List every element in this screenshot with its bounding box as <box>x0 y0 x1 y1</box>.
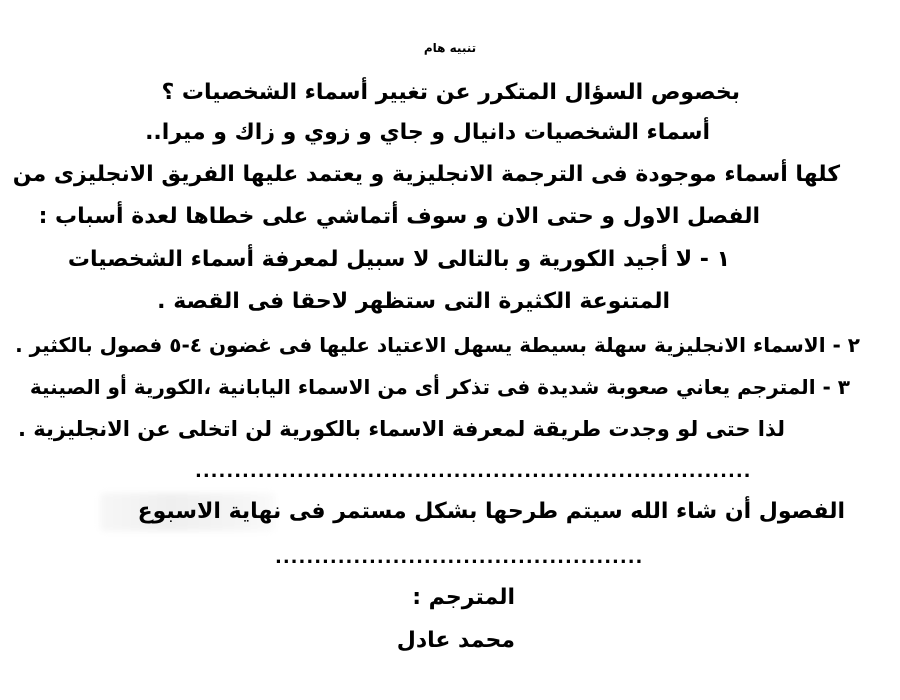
notice-line-6: المتنوعة الكثيرة التى ستظهر لاحقا فى القصة . <box>157 289 670 314</box>
notice-line-1: بخصوص السؤال المتكرر عن تغيير أسماء الشخصيات ؟ <box>161 80 740 105</box>
notice-line-2: أسماء الشخصيات دانيال و جاي و زوي و زاك و ميرا.. <box>145 120 710 145</box>
separator-dots-top: ....................................................................... <box>195 461 752 482</box>
notice-line-8: ٣ - المترجم يعاني صعوبة شديدة فى تذكر أى من الاسماء اليابانية ،الكورية أو الصينية <box>29 375 850 399</box>
translator-label: المترجم : <box>412 585 515 610</box>
translator-name: محمد عادل <box>396 628 515 653</box>
schedule-note: الفصول أن شاء الله سيتم طرحها بشكل مستمر فى نهاية الاسبوع <box>137 499 845 524</box>
notice-line-4: الفصل الاول و حتى الان و سوف أتماشي على خطاها لعدة أسباب : <box>38 204 760 229</box>
notice-line-3: كلها أسماء موجودة فى الترجمة الانجليزية و يعتمد عليها الفريق الانجليزى من <box>12 162 840 187</box>
notice-line-5: ١ - لا أجيد الكورية و بالتالى لا سبيل لمعرفة أسماء الشخصيات <box>67 247 730 272</box>
notice-line-9: لذا حتى لو وجدت طريقة لمعرفة الاسماء بالكورية لن اتخلى عن الانجليزية . <box>18 417 785 441</box>
separator-dots-bottom: ............................................... <box>275 547 644 568</box>
notice-title: تنبيه هام <box>423 41 477 55</box>
notice-line-7: ٢ - الاسماء الانجليزية سهلة بسيطة يسهل الاعتياد عليها فى غضون ٤-٥ فصول بالكثير . <box>15 333 860 357</box>
